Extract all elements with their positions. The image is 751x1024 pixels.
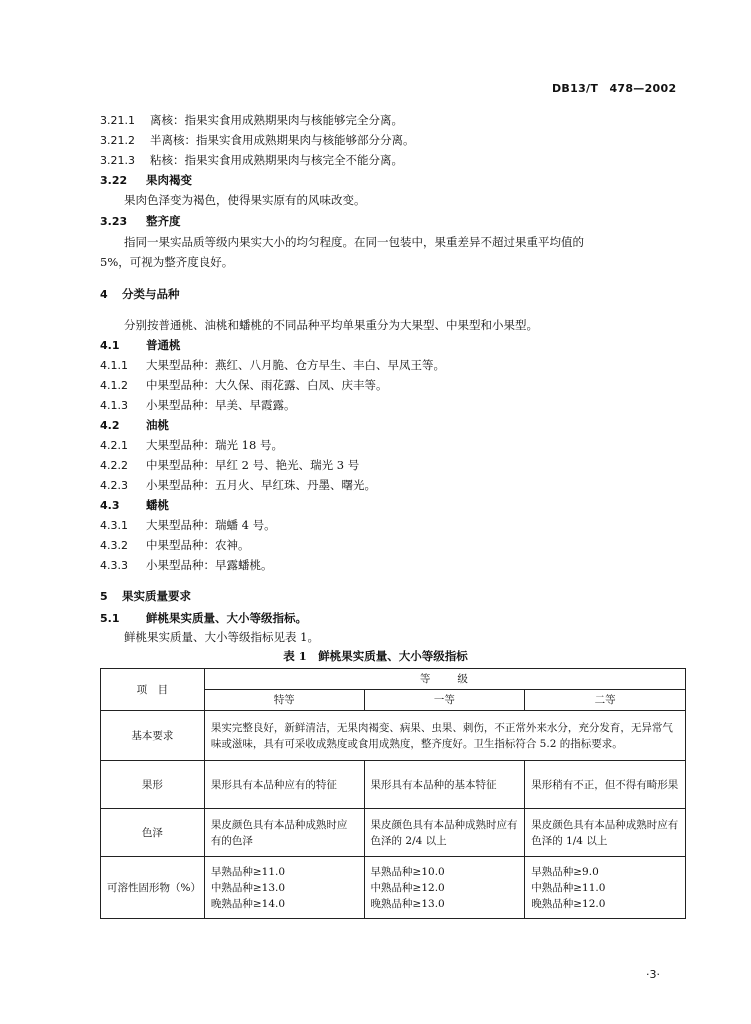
clause-4-1-1: 4.1.1 大果型品种：燕红、八月脆、仓方早生、丰白、早凤王等。 [100, 358, 445, 372]
grade-first: 一等 [364, 690, 525, 711]
clause-3-21-1: 3.21.1 离核：指果实食用成熟期果肉与核能够完全分离。 [100, 113, 403, 127]
solids-special-early: 早熟品种≥11.0 [210, 865, 286, 878]
table-caption: 表 1 鲜桃果实质量、大小等级指标 [283, 649, 468, 663]
clause-3-23-text: 指同一果实品质等级内果实大小的均匀程度。在同一包装中，果重差异不超过果重平均值的 [124, 235, 584, 249]
clause-4-2-heading: 4.2 油桃 [100, 418, 169, 432]
clause-3-23-heading: 3.23 整齐度 [100, 214, 181, 228]
clause-4-1-3: 4.1.3 小果型品种：早美、早霞露。 [100, 398, 296, 412]
solids-second [525, 857, 686, 919]
clause-4-1-2: 4.1.2 中果型品种：大久保、雨花露、白凤、庆丰等。 [100, 378, 388, 392]
clause-4-3-heading: 4.3 蟠桃 [100, 498, 169, 512]
clause-4-2-3: 4.2.3 小果型品种：五月火、早红珠、丹墨、曙光。 [100, 478, 376, 492]
grade-second: 二等 [525, 690, 686, 711]
clause-5-1-heading: 5.1 鲜桃果实质量、大小等级指标。 [100, 611, 307, 625]
solids-second-early: 早熟品种≥9.0 [531, 865, 599, 878]
shape-special: 果形具有本品种应有的特征 [204, 761, 364, 809]
clause-4-3-3: 4.3.3 小果型品种：早露蟠桃。 [100, 558, 273, 572]
section-5-heading: 5 果实质量要求 [100, 589, 191, 603]
basic-requirements: 果实完整良好，新鲜清洁，无果肉褐变、病果、虫果、刺伤，不正常外来水分，充分发育，无异常气味或滋味，具有可采收成熟度或食用成熟度，整齐度好。卫生指标符合 5.2 的指标要求。 [204, 711, 685, 761]
color-second: 果皮颜色具有本品种成熟时应有色泽的 1/4 以上 [525, 809, 686, 857]
clause-4-1-heading: 4.1 普通桃 [100, 338, 181, 352]
solids-special [204, 857, 364, 919]
shape-first: 果形具有本品种的基本特征 [364, 761, 525, 809]
row-label-solids: 可溶性固形物（%） [101, 857, 205, 919]
shape-second: 果形稍有不正，但不得有畸形果 [525, 761, 686, 809]
clause-3-21-3: 3.21.3 粘核：指果实食用成熟期果肉与核完全不能分离。 [100, 153, 403, 167]
clause-3-22-heading: 3.22 果肉褐变 [100, 173, 192, 187]
clause-4-3-2: 4.3.2 中果型品种：农神。 [100, 538, 250, 552]
table-row [101, 761, 686, 809]
table-header-row [101, 669, 686, 690]
row-label-basic: 基本要求 [101, 711, 205, 761]
grade-special: 特等 [204, 690, 364, 711]
solids-first-mid: 中熟品种≥12.0 [370, 881, 445, 894]
page-number: ·3· [646, 968, 660, 981]
table-row [101, 711, 686, 761]
clause-5-1-text: 鲜桃果实质量、大小等级指标见表 1。 [124, 630, 319, 644]
grade-header: 等 级 [204, 669, 685, 690]
item-header: 项 目 [101, 669, 205, 711]
solids-first [364, 857, 525, 919]
document-id: DB13/T 478—2002 [552, 82, 677, 95]
row-label-shape: 果形 [101, 761, 205, 809]
table-row [101, 857, 686, 919]
color-first: 果皮颜色具有本品种成熟时应有色泽的 2/4 以上 [364, 809, 525, 857]
color-special: 果皮颜色具有本品种成熟时应有的色泽 [204, 809, 364, 857]
table-row [101, 809, 686, 857]
solids-first-late: 晚熟品种≥13.0 [370, 897, 445, 910]
solids-special-mid: 中熟品种≥13.0 [210, 881, 286, 894]
clause-4-3-1: 4.3.1 大果型品种：瑞蟠 4 号。 [100, 518, 276, 532]
clause-4-2-1: 4.2.1 大果型品种：瑞光 18 号。 [100, 438, 283, 452]
solids-second-late: 晚熟品种≥12.0 [531, 897, 606, 910]
section-4-heading: 4 分类与品种 [100, 287, 180, 301]
solids-first-early: 早熟品种≥10.0 [370, 865, 445, 878]
row-label-color: 色泽 [101, 809, 205, 857]
solids-special-late: 晚熟品种≥14.0 [210, 897, 286, 910]
clause-3-21-2: 3.21.2 半离核：指果实食用成熟期果肉与核能够部分分离。 [100, 133, 415, 147]
solids-second-mid: 中熟品种≥11.0 [531, 881, 606, 894]
clause-3-22-text: 果肉色泽变为褐色，使得果实原有的风味改变。 [124, 193, 366, 207]
quality-grade-table [100, 668, 686, 919]
clause-4-2-2: 4.2.2 中果型品种：早红 2 号、艳光、瑞光 3 号 [100, 458, 360, 472]
section-4-intro: 分别按普通桃、油桃和蟠桃的不同品种平均单果重分为大果型、中果型和小果型。 [124, 318, 538, 332]
clause-3-23-text-cont: 5%，可视为整齐度良好。 [100, 255, 234, 269]
